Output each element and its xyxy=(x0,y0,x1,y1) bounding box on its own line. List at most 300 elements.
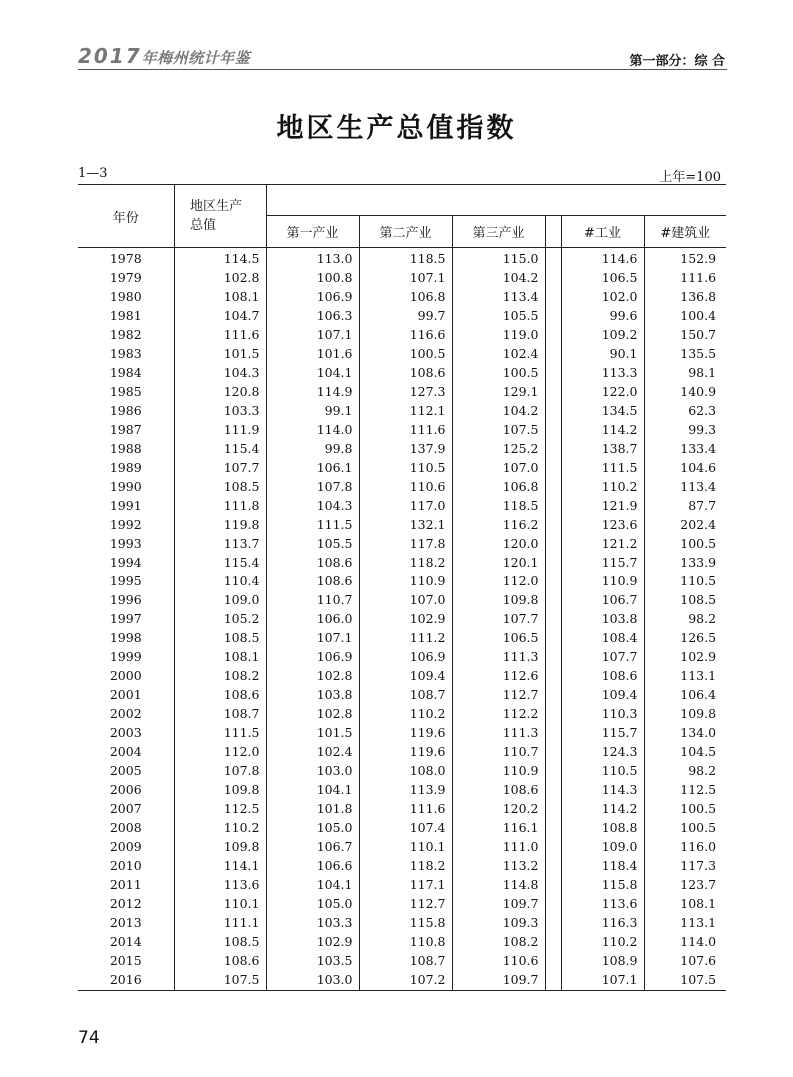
cell-spacer xyxy=(545,478,561,497)
cell-industry: 113.3 xyxy=(561,364,644,383)
cell-year: 2009 xyxy=(78,838,174,857)
table-row xyxy=(78,705,726,724)
cell-industry: 124.3 xyxy=(561,743,644,762)
cell-year: 1988 xyxy=(78,440,174,459)
cell-spacer xyxy=(545,269,561,288)
cell-primary: 102.9 xyxy=(266,933,359,952)
cell-gdp: 102.8 xyxy=(174,269,266,288)
cell-secondary: 110.5 xyxy=(359,459,452,478)
cell-tertiary: 125.2 xyxy=(452,440,545,459)
cell-tertiary: 119.0 xyxy=(452,326,545,345)
cell-secondary: 132.1 xyxy=(359,516,452,535)
cell-construction: 136.8 xyxy=(680,288,717,304)
cell-secondary: 115.8 xyxy=(359,914,452,933)
cell-year: 2007 xyxy=(78,800,174,819)
cell-primary: 110.7 xyxy=(266,591,359,610)
cell-secondary: 113.9 xyxy=(359,781,452,800)
cell-spacer xyxy=(545,364,561,383)
table-row xyxy=(78,516,726,535)
cell-year: 1996 xyxy=(78,591,174,610)
cell-secondary: 117.0 xyxy=(359,497,452,516)
cell-spacer xyxy=(545,857,561,876)
cell-industry: 103.8 xyxy=(561,610,644,629)
cell-spacer xyxy=(545,248,561,269)
cell-spacer xyxy=(545,591,561,610)
page-title: 地区生产总值指数 xyxy=(276,113,517,144)
cell-gdp: 108.1 xyxy=(174,648,266,667)
cell-secondary: 107.1 xyxy=(359,269,452,288)
cell-construction: 98.2 xyxy=(688,763,717,779)
cell-industry: 114.3 xyxy=(561,781,644,800)
cell-construction: 100.5 xyxy=(680,535,717,551)
cell-year: 2005 xyxy=(78,762,174,781)
cell-year: 2000 xyxy=(78,667,174,686)
cell-year: 2008 xyxy=(78,819,174,838)
cell-construction: 152.9 xyxy=(680,251,717,266)
cell-spacer xyxy=(545,307,561,326)
cell-primary: 103.5 xyxy=(266,952,359,971)
header-top-spacer xyxy=(266,185,726,216)
cell-industry: 107.1 xyxy=(561,971,644,990)
cell-secondary: 110.1 xyxy=(359,838,452,857)
header-tertiary: 第三产业 xyxy=(452,216,545,248)
cell-spacer xyxy=(545,686,561,705)
table-row xyxy=(78,895,726,914)
cell-industry: 115.7 xyxy=(561,724,644,743)
cell-spacer xyxy=(545,610,561,629)
cell-gdp: 120.8 xyxy=(174,383,266,402)
cell-construction: 108.1 xyxy=(680,895,717,911)
cell-primary: 104.1 xyxy=(266,364,359,383)
cell-industry: 110.2 xyxy=(561,478,644,497)
cell-secondary: 102.9 xyxy=(359,610,452,629)
header-primary: 第一产业 xyxy=(266,216,359,248)
cell-year: 1983 xyxy=(78,345,174,364)
cell-tertiary: 108.6 xyxy=(452,781,545,800)
header-secondary: 第二产业 xyxy=(359,216,452,248)
cell-gdp: 114.1 xyxy=(174,857,266,876)
cell-spacer xyxy=(545,383,561,402)
cell-year: 1978 xyxy=(78,248,174,269)
cell-secondary: 118.2 xyxy=(359,554,452,573)
cell-construction: 133.9 xyxy=(680,554,717,570)
cell-primary: 104.3 xyxy=(266,497,359,516)
cell-industry: 108.8 xyxy=(561,819,644,838)
cell-tertiary: 120.0 xyxy=(452,535,545,554)
book-title: 年梅州统计年鉴 xyxy=(141,49,251,67)
cell-tertiary: 113.2 xyxy=(452,857,545,876)
cell-spacer xyxy=(545,781,561,800)
cell-construction: 108.5 xyxy=(680,592,717,608)
cell-spacer xyxy=(545,535,561,554)
cell-construction: 117.3 xyxy=(680,858,717,873)
table-row xyxy=(78,402,726,421)
table-row xyxy=(78,248,726,269)
cell-year: 2004 xyxy=(78,743,174,762)
cell-construction: 113.1 xyxy=(680,914,717,930)
cell-gdp: 112.5 xyxy=(174,800,266,819)
cell-construction: 106.4 xyxy=(680,687,717,703)
cell-tertiary: 106.8 xyxy=(452,478,545,497)
cell-gdp: 108.6 xyxy=(174,952,266,971)
cell-construction: 112.5 xyxy=(680,782,717,798)
cell-tertiary: 111.3 xyxy=(452,648,545,667)
cell-industry: 108.4 xyxy=(561,629,644,648)
cell-construction: 100.4 xyxy=(680,307,717,323)
cell-tertiary: 116.2 xyxy=(452,516,545,535)
cell-primary: 107.1 xyxy=(266,326,359,345)
cell-tertiary: 111.3 xyxy=(452,724,545,743)
cell-spacer xyxy=(545,345,561,364)
cell-secondary: 110.2 xyxy=(359,705,452,724)
table-row xyxy=(78,781,726,800)
cell-industry: 116.3 xyxy=(561,914,644,933)
cell-secondary: 108.7 xyxy=(359,686,452,705)
cell-tertiary: 109.8 xyxy=(452,591,545,610)
cell-primary: 108.6 xyxy=(266,572,359,591)
cell-primary: 102.8 xyxy=(266,705,359,724)
cell-primary: 103.3 xyxy=(266,914,359,933)
cell-secondary: 110.9 xyxy=(359,572,452,591)
cell-primary: 111.5 xyxy=(266,516,359,535)
cell-tertiary: 129.1 xyxy=(452,383,545,402)
cell-construction: 110.5 xyxy=(680,573,717,589)
cell-tertiary: 110.9 xyxy=(452,762,545,781)
table-row xyxy=(78,288,726,307)
cell-year: 1994 xyxy=(78,554,174,573)
cell-spacer xyxy=(545,629,561,648)
cell-gdp: 101.5 xyxy=(174,345,266,364)
book-year: 2017 xyxy=(78,44,142,68)
table-row xyxy=(78,686,726,705)
table-number: 1—3 xyxy=(78,166,108,181)
cell-year: 2016 xyxy=(78,971,174,990)
cell-primary: 106.9 xyxy=(266,288,359,307)
cell-secondary: 111.6 xyxy=(359,421,452,440)
cell-secondary: 108.6 xyxy=(359,364,452,383)
cell-spacer xyxy=(545,516,561,535)
cell-spacer xyxy=(545,326,561,345)
cell-tertiary: 110.7 xyxy=(452,743,545,762)
cell-industry: 108.6 xyxy=(561,667,644,686)
cell-industry: 115.8 xyxy=(561,876,644,895)
cell-secondary: 110.6 xyxy=(359,478,452,497)
cell-industry: 102.0 xyxy=(561,288,644,307)
cell-year: 2002 xyxy=(78,705,174,724)
header-industry: #工业 xyxy=(561,216,644,248)
cell-gdp: 108.7 xyxy=(174,705,266,724)
cell-spacer xyxy=(545,800,561,819)
table-row xyxy=(78,421,726,440)
cell-tertiary: 100.5 xyxy=(452,364,545,383)
cell-secondary: 127.3 xyxy=(359,383,452,402)
table-row xyxy=(78,629,726,648)
cell-gdp: 115.4 xyxy=(174,554,266,573)
cell-primary: 108.6 xyxy=(266,554,359,573)
cell-construction: 98.1 xyxy=(688,364,717,380)
cell-gdp: 108.5 xyxy=(174,478,266,497)
cell-industry: 110.3 xyxy=(561,705,644,724)
cell-year: 1986 xyxy=(78,402,174,421)
cell-construction: 100.5 xyxy=(680,801,717,817)
cell-primary: 113.0 xyxy=(266,248,359,269)
cell-industry: 138.7 xyxy=(561,440,644,459)
table-row xyxy=(78,326,726,345)
cell-year: 1991 xyxy=(78,497,174,516)
cell-tertiary: 106.5 xyxy=(452,629,545,648)
cell-primary: 100.8 xyxy=(266,269,359,288)
cell-industry: 121.2 xyxy=(561,535,644,554)
cell-gdp: 104.7 xyxy=(174,307,266,326)
cell-primary: 102.4 xyxy=(266,743,359,762)
table-row xyxy=(78,914,726,933)
cell-primary: 101.8 xyxy=(266,800,359,819)
cell-gdp: 107.8 xyxy=(174,762,266,781)
cell-construction: 102.9 xyxy=(680,649,717,665)
cell-spacer xyxy=(545,440,561,459)
cell-spacer xyxy=(545,914,561,933)
cell-industry: 118.4 xyxy=(561,857,644,876)
cell-gdp: 111.6 xyxy=(174,326,266,345)
table-row xyxy=(78,667,726,686)
cell-spacer xyxy=(545,288,561,307)
cell-industry: 106.5 xyxy=(561,269,644,288)
table-row xyxy=(78,610,726,629)
cell-industry: 107.7 xyxy=(561,648,644,667)
cell-spacer xyxy=(545,876,561,895)
table-row xyxy=(78,724,726,743)
cell-industry: 121.9 xyxy=(561,497,644,516)
cell-secondary: 107.0 xyxy=(359,591,452,610)
cell-gdp: 109.0 xyxy=(174,591,266,610)
cell-construction: 109.8 xyxy=(680,706,717,722)
cell-tertiary: 108.2 xyxy=(452,933,545,952)
cell-primary: 106.3 xyxy=(266,307,359,326)
table-header xyxy=(78,185,726,248)
cell-tertiary: 109.7 xyxy=(452,971,545,990)
cell-spacer xyxy=(545,762,561,781)
cell-tertiary: 112.0 xyxy=(452,572,545,591)
cell-gdp: 105.2 xyxy=(174,610,266,629)
gdp-index-table xyxy=(78,184,726,991)
cell-tertiary: 109.7 xyxy=(452,895,545,914)
cell-spacer xyxy=(545,838,561,857)
cell-gdp: 108.6 xyxy=(174,686,266,705)
cell-primary: 103.0 xyxy=(266,971,359,990)
cell-tertiary: 118.5 xyxy=(452,497,545,516)
cell-gdp: 110.4 xyxy=(174,572,266,591)
cell-gdp: 110.1 xyxy=(174,895,266,914)
cell-secondary: 106.9 xyxy=(359,648,452,667)
cell-primary: 105.0 xyxy=(266,819,359,838)
table-row xyxy=(78,478,726,497)
running-header-section: 第一部分：综 合 xyxy=(629,54,725,69)
cell-secondary: 118.2 xyxy=(359,857,452,876)
cell-industry: 114.6 xyxy=(561,248,644,269)
cell-secondary: 119.6 xyxy=(359,724,452,743)
cell-year: 2001 xyxy=(78,686,174,705)
cell-tertiary: 110.6 xyxy=(452,952,545,971)
cell-tertiary: 120.2 xyxy=(452,800,545,819)
table-row xyxy=(78,383,726,402)
cell-spacer xyxy=(545,667,561,686)
cell-industry: 90.1 xyxy=(561,345,644,364)
cell-secondary: 99.7 xyxy=(359,307,452,326)
header-year: 年份 xyxy=(78,185,174,248)
cell-primary: 106.1 xyxy=(266,459,359,478)
cell-secondary: 107.2 xyxy=(359,971,452,990)
cell-year: 1999 xyxy=(78,648,174,667)
cell-construction: 202.4 xyxy=(680,516,717,532)
cell-construction: 87.7 xyxy=(688,497,717,513)
cell-year: 1987 xyxy=(78,421,174,440)
table-body xyxy=(78,248,726,991)
cell-gdp: 112.0 xyxy=(174,743,266,762)
cell-gdp: 109.8 xyxy=(174,781,266,800)
cell-industry: 110.5 xyxy=(561,762,644,781)
cell-secondary: 117.1 xyxy=(359,876,452,895)
cell-year: 1998 xyxy=(78,629,174,648)
cell-primary: 106.0 xyxy=(266,610,359,629)
cell-construction: 107.5 xyxy=(644,971,726,990)
cell-secondary: 112.7 xyxy=(359,895,452,914)
table-row xyxy=(78,971,726,990)
cell-secondary: 108.0 xyxy=(359,762,452,781)
cell-construction: 100.5 xyxy=(680,820,717,836)
table-row xyxy=(78,857,726,876)
cell-primary: 102.8 xyxy=(266,667,359,686)
header-rule xyxy=(78,69,727,70)
cell-construction: 126.5 xyxy=(680,630,717,646)
cell-primary: 104.1 xyxy=(266,781,359,800)
cell-gdp: 113.7 xyxy=(174,535,266,554)
cell-secondary: 137.9 xyxy=(359,440,452,459)
cell-construction: 140.9 xyxy=(680,383,717,399)
table-row xyxy=(78,364,726,383)
cell-gdp: 115.4 xyxy=(174,440,266,459)
cell-spacer xyxy=(545,724,561,743)
cell-construction: 150.7 xyxy=(680,326,717,342)
cell-construction: 104.6 xyxy=(680,459,717,475)
cell-secondary: 108.7 xyxy=(359,952,452,971)
cell-secondary: 107.4 xyxy=(359,819,452,838)
cell-tertiary: 120.1 xyxy=(452,554,545,573)
header-construction: #建筑业 xyxy=(644,216,726,248)
table-row xyxy=(78,876,726,895)
cell-tertiary: 115.0 xyxy=(452,248,545,269)
cell-industry: 109.2 xyxy=(561,326,644,345)
cell-secondary: 100.5 xyxy=(359,345,452,364)
cell-gdp: 108.5 xyxy=(174,629,266,648)
cell-spacer xyxy=(545,648,561,667)
cell-secondary: 111.6 xyxy=(359,800,452,819)
table-row xyxy=(78,743,726,762)
cell-year: 2014 xyxy=(78,933,174,952)
cell-spacer xyxy=(545,819,561,838)
cell-year: 1993 xyxy=(78,535,174,554)
cell-tertiary: 112.6 xyxy=(452,667,545,686)
cell-industry: 109.0 xyxy=(561,838,644,857)
cell-industry: 110.2 xyxy=(561,933,644,952)
cell-year: 1980 xyxy=(78,288,174,307)
cell-tertiary: 104.2 xyxy=(452,402,545,421)
cell-gdp: 110.2 xyxy=(174,819,266,838)
cell-year: 2013 xyxy=(78,914,174,933)
cell-industry: 111.5 xyxy=(561,459,644,478)
table-row xyxy=(78,800,726,819)
cell-construction: 107.6 xyxy=(680,952,717,968)
page-number: 74 xyxy=(78,1028,100,1048)
cell-tertiary: 102.4 xyxy=(452,345,545,364)
cell-industry: 99.6 xyxy=(561,307,644,326)
cell-tertiary: 112.2 xyxy=(452,705,545,724)
cell-year: 1995 xyxy=(78,572,174,591)
cell-secondary: 106.8 xyxy=(359,288,452,307)
cell-spacer xyxy=(545,554,561,573)
cell-spacer xyxy=(545,705,561,724)
cell-primary: 107.1 xyxy=(266,629,359,648)
cell-gdp: 119.8 xyxy=(174,516,266,535)
cell-tertiary: 113.4 xyxy=(452,288,545,307)
cell-tertiary: 107.0 xyxy=(452,459,545,478)
cell-spacer xyxy=(545,572,561,591)
cell-secondary: 111.2 xyxy=(359,629,452,648)
cell-year: 1985 xyxy=(78,383,174,402)
cell-construction: 133.4 xyxy=(680,440,717,456)
cell-gdp: 108.1 xyxy=(174,288,266,307)
cell-year: 1981 xyxy=(78,307,174,326)
table-row xyxy=(78,269,726,288)
header-gdp-label: 地区生产总值 xyxy=(190,199,243,233)
table-row xyxy=(78,345,726,364)
cell-year: 2003 xyxy=(78,724,174,743)
cell-secondary: 119.6 xyxy=(359,743,452,762)
table-row xyxy=(78,554,726,573)
cell-spacer xyxy=(545,497,561,516)
cell-construction: 113.4 xyxy=(680,478,717,494)
cell-year: 1979 xyxy=(78,269,174,288)
cell-tertiary: 107.7 xyxy=(452,610,545,629)
cell-primary: 106.9 xyxy=(266,648,359,667)
cell-tertiary: 104.2 xyxy=(452,269,545,288)
cell-year: 2012 xyxy=(78,895,174,914)
cell-gdp: 107.7 xyxy=(174,459,266,478)
cell-year: 2006 xyxy=(78,781,174,800)
cell-primary: 101.6 xyxy=(266,345,359,364)
cell-construction: 98.2 xyxy=(688,611,717,627)
cell-secondary: 116.6 xyxy=(359,326,452,345)
table-row xyxy=(78,497,726,516)
table-row xyxy=(78,572,726,591)
cell-primary: 105.0 xyxy=(266,895,359,914)
cell-industry: 115.7 xyxy=(561,554,644,573)
table-row xyxy=(78,648,726,667)
cell-tertiary: 111.0 xyxy=(452,838,545,857)
cell-tertiary: 107.5 xyxy=(452,421,545,440)
cell-construction: 104.5 xyxy=(680,744,717,760)
cell-tertiary: 116.1 xyxy=(452,819,545,838)
cell-gdp: 111.8 xyxy=(174,497,266,516)
cell-industry: 106.7 xyxy=(561,591,644,610)
cell-tertiary: 105.5 xyxy=(452,307,545,326)
cell-spacer xyxy=(545,895,561,914)
table-row xyxy=(78,933,726,952)
cell-construction: 62.3 xyxy=(688,402,717,418)
cell-industry: 113.6 xyxy=(561,895,644,914)
cell-industry: 122.0 xyxy=(561,383,644,402)
table-row xyxy=(78,838,726,857)
header-spacer xyxy=(545,216,561,248)
